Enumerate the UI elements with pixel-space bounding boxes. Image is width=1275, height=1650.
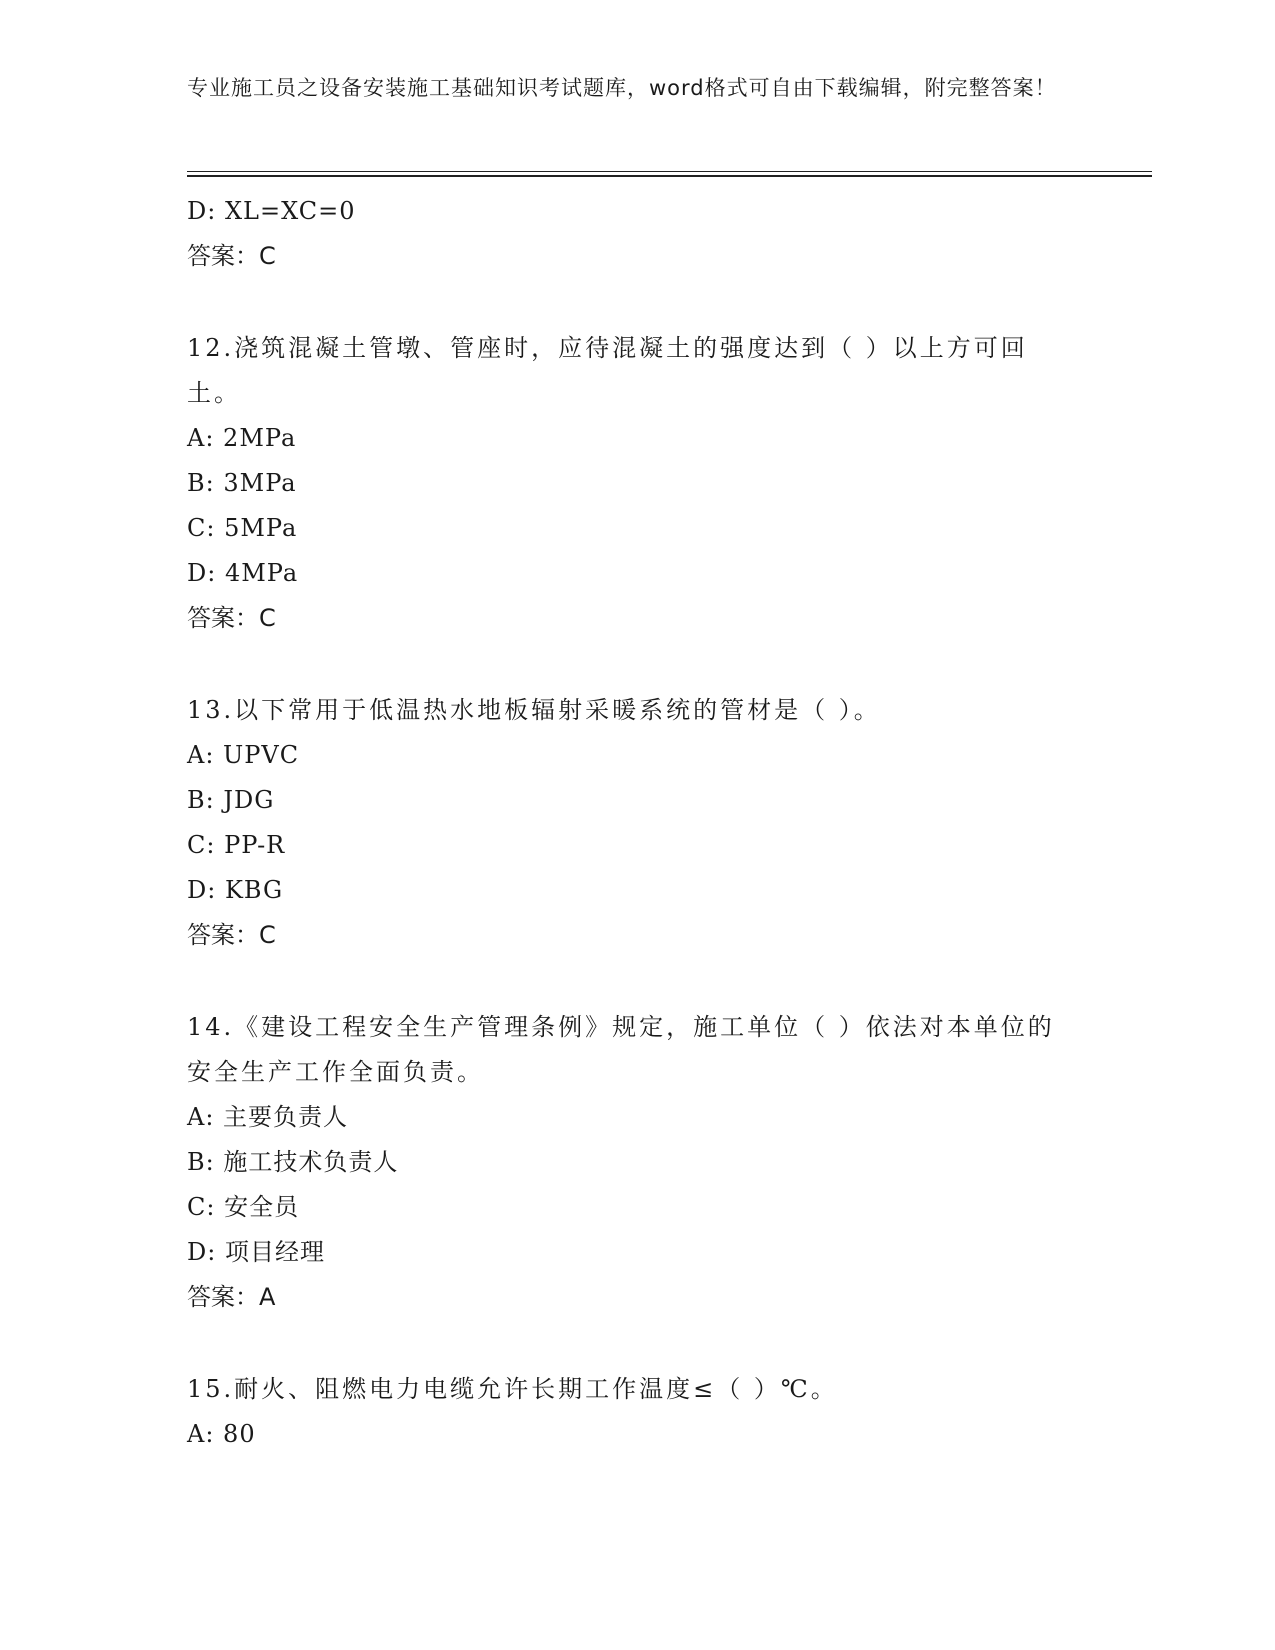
- option-b: B: JDG: [187, 786, 275, 814]
- option-a: A: 2MPa: [187, 424, 297, 452]
- option-a: A: 80: [187, 1420, 256, 1448]
- spacer: [187, 641, 1087, 688]
- option-d: D: 4MPa: [187, 559, 299, 587]
- question-stem: 12.浇筑混凝土管墩、管座时，应待混凝土的强度达到（ ）以上方可回土。: [187, 334, 1028, 407]
- page-header: 专业施工员之设备安装施工基础知识考试题库，word格式可自由下载编辑，附完整答案！: [187, 76, 1057, 100]
- option-c: C: 安全员: [187, 1193, 300, 1221]
- question-stem: 13.以下常用于低温热水地板辐射采暖系统的管材是（ ）。: [187, 696, 881, 724]
- option-b: B: 施工技术负责人: [187, 1148, 399, 1176]
- answer-line: 答案：A: [187, 1283, 276, 1311]
- option-c: C: PP-R: [187, 831, 286, 859]
- header-rule-thin: [187, 171, 1152, 172]
- option-a: A: 主要负责人: [187, 1103, 349, 1131]
- question-content: [187, 189, 1087, 1457]
- option-d: D: KBG: [187, 876, 284, 904]
- question-stem: 15.耐火、阻燃电力电缆允许长期工作温度≤（ ）℃。: [187, 1375, 838, 1403]
- question-15: [187, 1367, 1087, 1457]
- answer-line: 答案：C: [187, 242, 276, 270]
- header-rule-thick: [187, 175, 1152, 177]
- answer-line: 答案：C: [187, 604, 276, 632]
- option-a: A: UPVC: [187, 741, 300, 769]
- question-12: [187, 326, 1087, 641]
- answer-line: 答案：C: [187, 921, 276, 949]
- option-b: B: 3MPa: [187, 469, 297, 497]
- spacer: [187, 1320, 1087, 1367]
- question-14: [187, 1005, 1087, 1320]
- option-c: C: 5MPa: [187, 514, 298, 542]
- option-d: D: 项目经理: [187, 1238, 325, 1266]
- question-13: [187, 688, 1087, 958]
- question-stem: 14.《建设工程安全生产管理条例》规定，施工单位（ ）依法对本单位的安全生产工作全面负责。: [187, 1013, 1055, 1086]
- option-d: D: XL=XC=0: [187, 197, 356, 225]
- spacer: [187, 958, 1087, 1005]
- previous-question-tail: [187, 189, 1087, 279]
- spacer: [187, 279, 1087, 326]
